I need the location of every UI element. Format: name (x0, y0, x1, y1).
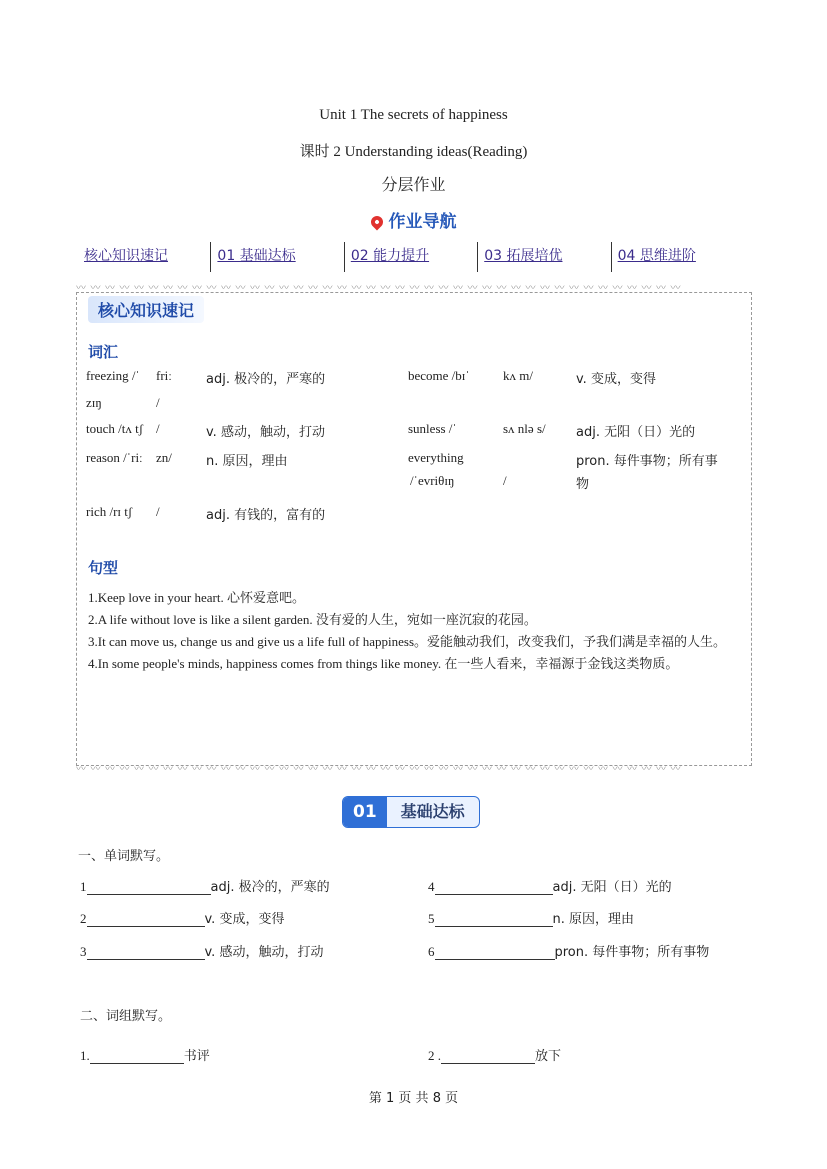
doc-title: Unit 1 The secrets of happiness (319, 107, 508, 123)
answer-blank[interactable] (435, 910, 553, 927)
list-item: 3.It can move us, change us and give us a life full of happiness。爱能触动我们，改变我们，予我们满是幸福的人生。 (88, 634, 726, 649)
answer-blank[interactable] (87, 878, 211, 895)
answer-blank[interactable] (441, 1047, 535, 1064)
vocab-heading: 词汇 (88, 343, 119, 361)
word-question-5: 5 n. 原因，理由 (428, 911, 635, 927)
sentence-heading: 句型 (88, 559, 119, 577)
word-question-2: 2 v. 变成，变得 (80, 911, 285, 927)
list-item: 4.In some people's minds, happiness comes from things like money. 在一些人看来，幸福源于金钱这类物质。 (88, 656, 679, 671)
phrase-question-2: 2 . 放下 (428, 1048, 562, 1064)
list-item: 1.Keep love in your heart. 心怀爱意吧。 (88, 590, 305, 605)
nav-link-core[interactable]: 核心知识速记 (84, 248, 168, 264)
answer-blank[interactable] (90, 1047, 184, 1064)
decorative-border-top: 〰 〰 〰 〰 〰 〰 〰 〰 〰 〰 〰 〰 〰 〰 〰 〰 〰 〰 〰 〰 〰 〰 〰 〰 〰 〰 〰 〰 〰 〰 〰 〰 〰 〰 〰 〰 〰 〰 〰 〰 〰 〰 (76, 283, 682, 294)
sentence-list (88, 587, 738, 675)
nav-link-extend[interactable]: 03 拓展培优 (477, 242, 610, 272)
nav-link-improve[interactable]: 02 能力提升 (344, 242, 477, 272)
core-section-title: 核心知识速记 (88, 296, 204, 323)
part2-title: 二、词组默写。 (80, 1009, 172, 1024)
phrase-question-1: 1. 书评 (80, 1048, 210, 1064)
table-row: rich /rɪ tʃ / adj. 有钱的，富有的 (86, 504, 326, 523)
homework-nav (78, 242, 744, 272)
table-row: /ˈevriθɪŋ / 物 (410, 473, 590, 492)
vocab-table (86, 366, 746, 525)
decorative-border-bottom: 〰 〰 〰 〰 〰 〰 〰 〰 〰 〰 〰 〰 〰 〰 〰 〰 〰 〰 〰 〰 〰 〰 〰 〰 〰 〰 〰 〰 〰 〰 〰 〰 〰 〰 〰 〰 〰 〰 〰 〰 〰 〰 (76, 764, 682, 775)
word-question-1: 1 adj. 极冷的，严寒的 (80, 879, 330, 895)
answer-blank[interactable] (87, 910, 205, 927)
answer-blank[interactable] (435, 943, 555, 960)
page-footer: 第 1 页 共 8 页 (368, 1091, 459, 1106)
nav-link-thinking[interactable]: 04 思维进阶 (611, 242, 744, 272)
word-question-4: 4 adj. 无阳（日）光的 (428, 879, 672, 895)
table-row: reason /ˈriː zn/ n. 原因，理由 everything pron. 每件事物；所有事 (86, 450, 718, 469)
doc-subtitle: 课时 2 Understanding ideas(Reading) (299, 144, 528, 160)
list-item: 2.A life without love is like a silent garden. 没有爱的人生，宛如一座沉寂的花园。 (88, 612, 537, 627)
doc-category: 分层作业 (381, 175, 446, 194)
nav-heading: 作业导航 (0, 207, 827, 232)
basic-section-badge: 01 基础达标 (342, 796, 480, 828)
table-row: zɪŋ / (86, 395, 160, 410)
word-question-3: 3 v. 感动，触动，打动 (80, 944, 324, 960)
table-row: touch /tʌ tʃ / v. 感动，触动，打动 sunless /ˈ sʌ nlə s/ adj. 无阳（日）光的 (86, 421, 696, 440)
core-knowledge-box (76, 292, 752, 766)
answer-blank[interactable] (435, 878, 553, 895)
answer-blank[interactable] (87, 943, 205, 960)
word-question-6: 6 pron. 每件事物；所有事物 (428, 944, 710, 960)
part1-title: 一、单词默写。 (78, 849, 170, 864)
location-pin-icon (368, 214, 385, 231)
table-row: freezing /ˈ friː adj. 极冷的，严寒的 become /bɪˈ kʌ m/ v. 变成，变得 (86, 368, 656, 387)
nav-link-basic[interactable]: 01 基础达标 (210, 242, 343, 272)
